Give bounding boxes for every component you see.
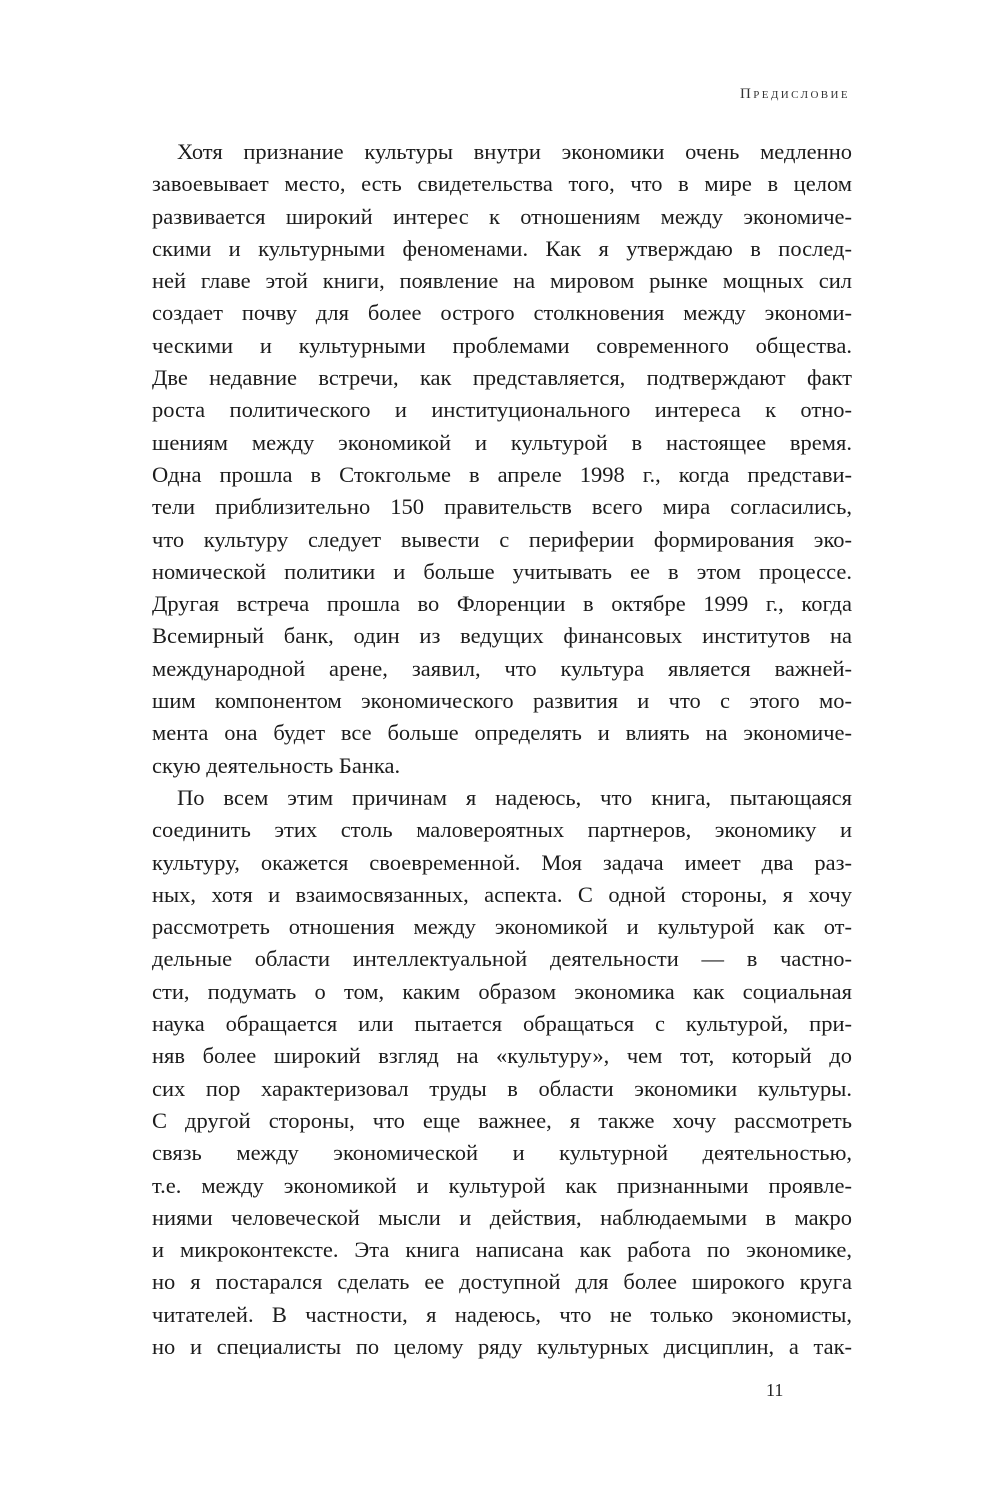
text-line: дельные области интеллектуальной деятельности — в частно- — [152, 946, 852, 972]
text-line: развивается широкий интерес к отношениям между экономиче- — [152, 203, 852, 229]
text-line: международной арене, заявил, что культура является важней- — [152, 655, 852, 681]
text-line: ных, хотя и взаимосвязанных, аспекта. С одной стороны, я хочу — [152, 881, 852, 907]
text-line: ниями человеческой мысли и действия, наблюдаемыми в макро — [152, 1204, 852, 1230]
text-line: связь между экономической и культурной деятельностью, — [152, 1140, 852, 1166]
text-line: читателей. В частности, я надеюсь, что не только экономисты, — [152, 1301, 852, 1327]
running-header: Предисловие — [740, 86, 850, 102]
text-line: наука обращается или пытается обращаться с культурой, при- — [152, 1011, 852, 1037]
text-line: сих пор характеризовал труды в области экономики культуры. — [152, 1075, 852, 1101]
text-line: т.е. между экономикой и культурой как признанными проявле- — [152, 1172, 852, 1198]
text-line: По всем этим причинам я надеюсь, что книга, пытающаяся — [177, 784, 852, 810]
text-line: Две недавние встречи, как представляется, подтверждают факт — [152, 365, 852, 391]
text-line: и микроконтексте. Эта книга написана как работа по экономике, — [152, 1237, 852, 1263]
text-line: Всемирный банк, один из ведущих финансовых институтов на — [152, 623, 852, 649]
text-line: роста политического и институционального интереса к отно- — [152, 397, 852, 423]
text-line: культуру, окажется своевременной. Моя задача имеет два раз- — [152, 849, 852, 875]
text-line: скими и культурными феноменами. Как я утверждаю в послед- — [152, 235, 852, 261]
text-line: Другая встреча прошла во Флоренции в октябре 1999 г., когда — [152, 591, 852, 617]
text-line: сти, подумать о том, каким образом экономика как социальная — [152, 978, 852, 1004]
page-number: 11 — [766, 1380, 784, 1400]
text-line: скую деятельность Банка. — [152, 752, 401, 778]
text-line: завоевывает место, есть свидетельства того, что в мире в целом — [152, 171, 852, 197]
text-line: няв более широкий взгляд на «культуру», чем тот, который до — [152, 1043, 852, 1069]
text-line: что культуру следует вывести с периферии формирования эко- — [152, 526, 852, 552]
text-line: рассмотреть отношения между экономикой и культурой как от- — [152, 914, 852, 940]
text-line: создает почву для более острого столкновения между экономи- — [152, 300, 852, 326]
text-line: шениям между экономикой и культурой в настоящее время. — [152, 429, 852, 455]
text-line: шим компонентом экономического развития и что с этого мо- — [152, 688, 852, 714]
text-line: но я постарался сделать ее доступной для более широкого круга — [152, 1269, 852, 1295]
text-line: но и специалисты по целому ряду культурных дисциплин, а так- — [152, 1333, 852, 1359]
text-line: мента она будет все больше определять и влиять на экономиче- — [152, 720, 852, 746]
text-line: номической политики и больше учитывать ее в этом процессе. — [152, 558, 852, 584]
text-line: Хотя признание культуры внутри экономики очень медленно — [177, 139, 852, 164]
text-line: Одна прошла в Стокгольме в апреле 1998 г., когда представи- — [152, 461, 852, 487]
body-text — [152, 136, 852, 1363]
text-line: С другой стороны, что еще важнее, я также хочу рассмотреть — [152, 1107, 852, 1133]
text-line: ческими и культурными проблемами современного общества. — [152, 332, 852, 358]
text-line: соединить этих столь маловероятных партнеров, экономику и — [152, 817, 852, 843]
text-line: ней главе этой книги, появление на мировом рынке мощных сил — [152, 268, 852, 294]
text-line: тели приблизительно 150 правительств всего мира согласились, — [152, 494, 852, 520]
